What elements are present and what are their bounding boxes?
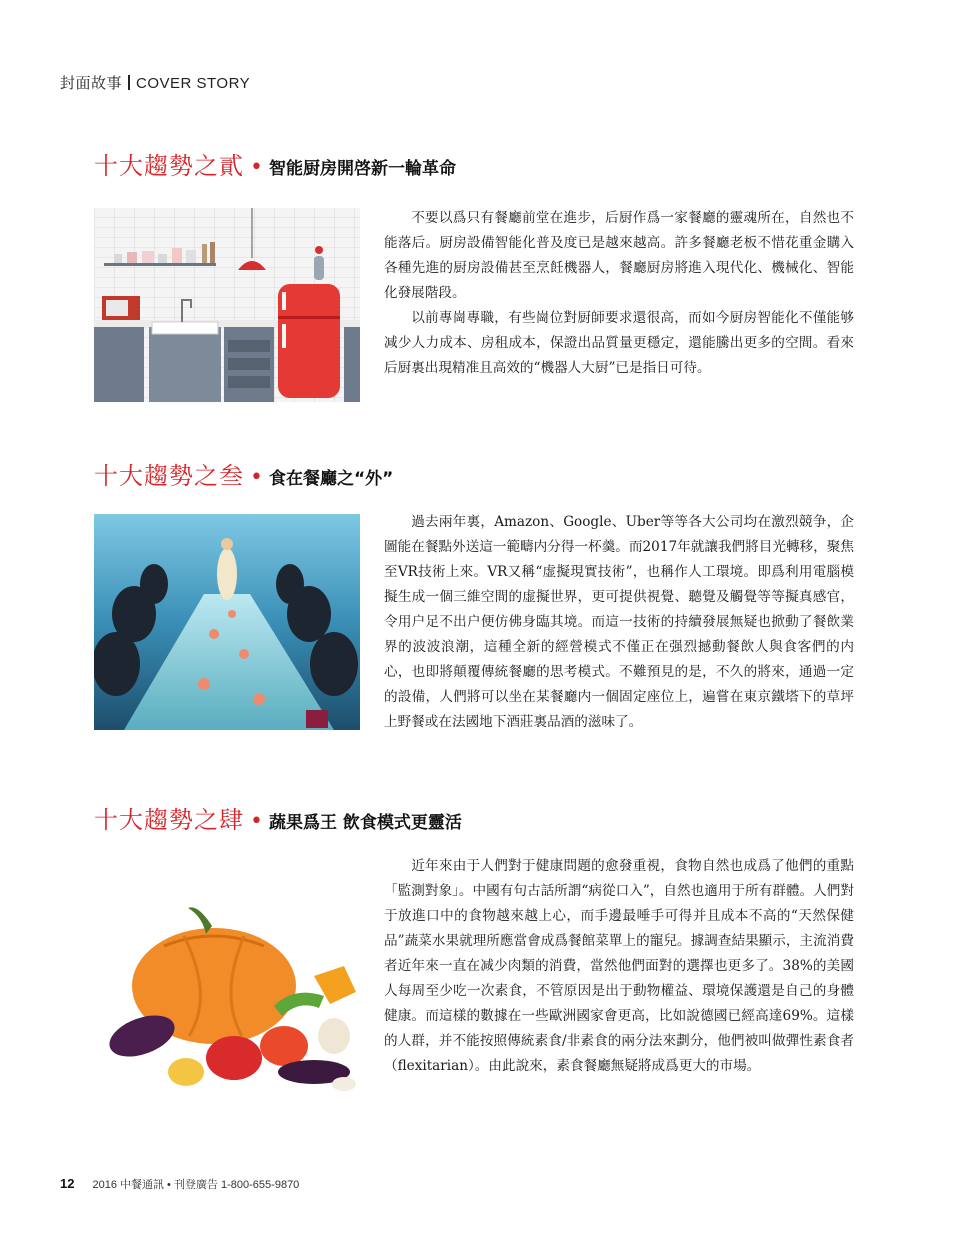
section-heading-2 — [94, 146, 456, 181]
bullet-dot: • — [250, 809, 263, 834]
paragraph: 過去兩年裏，Amazon、Google、Uber等等各大公司均在激烈競争，企圖能在餐點外送這一範疇内分得一杯羹。而2017年就讓我們將目光轉移，聚焦至VR技術上來。VR又稱“虚擬現實技術”，也稱作人工環境。即爲利用電腦模擬生成一個三維空間的虚擬世界，更可提供視覺、聽覺及觸覺等等擬真感官，令用户足不出户便仿佛身臨其境。而這一技術的持續發展無疑也掀動了餐飲業界的波波浪潮，這種全新的經營模式不僅正在强烈撼動餐飲人與食客們的内心，也即將顛覆傳統餐廳的思考模式。不難預見的是，不久的將來，通過一定的設備，人們將可以坐在某餐廳内一個固定座位上，遍嘗在東京鐵塔下的草坪上野餐或在法國地下酒莊裏品酒的滋味了。 — [384, 514, 854, 730]
section-title: 十大趨勢之貳 — [94, 152, 244, 180]
section-2-body — [384, 206, 854, 381]
section-4-body — [384, 854, 854, 1079]
section-subtitle: 智能厨房開啓新一輪革命 — [268, 159, 456, 179]
section-3-body — [384, 510, 854, 735]
divider — [128, 75, 130, 90]
running-head — [60, 72, 250, 93]
section-subtitle: 蔬果爲王 飲食模式更靈活 — [268, 813, 462, 833]
vegetables-illustration — [94, 896, 364, 1092]
paragraph: 近年來由于人們對于健康問題的愈發重視，食物自然也成爲了他們的重點「監測對象」。中國有句古話所謂“病從口入”，自然也適用于所有群體。人們對于放進口中的食物越來越上心，而手邊最唾手可得并且成本不高的“天然保健品”蔬菜水果就理所應當會成爲餐館菜單上的寵兒。據調查結果顯示，主流消費者近年來一直在减少肉類的消費，當然他們面對的選擇也更多了。38%的美國人每周至少吃一次素食，不管原因是出于動物權益、環境保護還是自己的身體健康。而這樣的數據在一些歐洲國家會更高，比如說德國已經高達69%。這樣的人群，并不能按照傳統素食/非素食的兩分法來劃分，他們被叫做彈性素食者（flexitarian）。由此說來，素食餐廳無疑將成爲更大的市場。 — [384, 858, 854, 1074]
bullet-dot: • — [250, 155, 263, 180]
smart-kitchen-illustration — [94, 208, 360, 402]
section-heading-3 — [94, 456, 393, 491]
page-number: 12 — [60, 1176, 75, 1191]
running-head-cn: 封面故事 — [60, 75, 123, 92]
paragraph: 以前專崗專職，有些崗位對厨師要求還很高，而如今厨房智能化不僅能够减少人力成本、房租成本，保證出品質量更穩定，還能騰出更多的空間。看來后厨裏出現精准且高效的“機器人大厨”已是指日可待。 — [384, 310, 854, 376]
section-title: 十大趨勢之肆 — [94, 806, 244, 834]
vr-dining-photo — [94, 514, 360, 730]
section-heading-4 — [94, 800, 462, 835]
section-subtitle: 食在餐廳之“外” — [268, 469, 394, 489]
bullet-dot: • — [250, 465, 263, 490]
page-footer — [60, 1176, 299, 1192]
section-title: 十大趨勢之叁 — [94, 462, 244, 490]
footer-text: 2016 中餐通訊 • 刊登廣告 1-800-655-9870 — [92, 1179, 300, 1191]
paragraph: 不要以爲只有餐廳前堂在進步，后厨作爲一家餐廳的靈魂所在，自然也不能落后。厨房設備智能化普及度已是越來越高。許多餐廳老板不惜花重金購入各種先進的厨房設備甚至烹飪機器人，餐廳厨房將進入現代化、機械化、智能化發展階段。 — [384, 210, 854, 301]
running-head-en: COVER STORY — [136, 75, 251, 92]
